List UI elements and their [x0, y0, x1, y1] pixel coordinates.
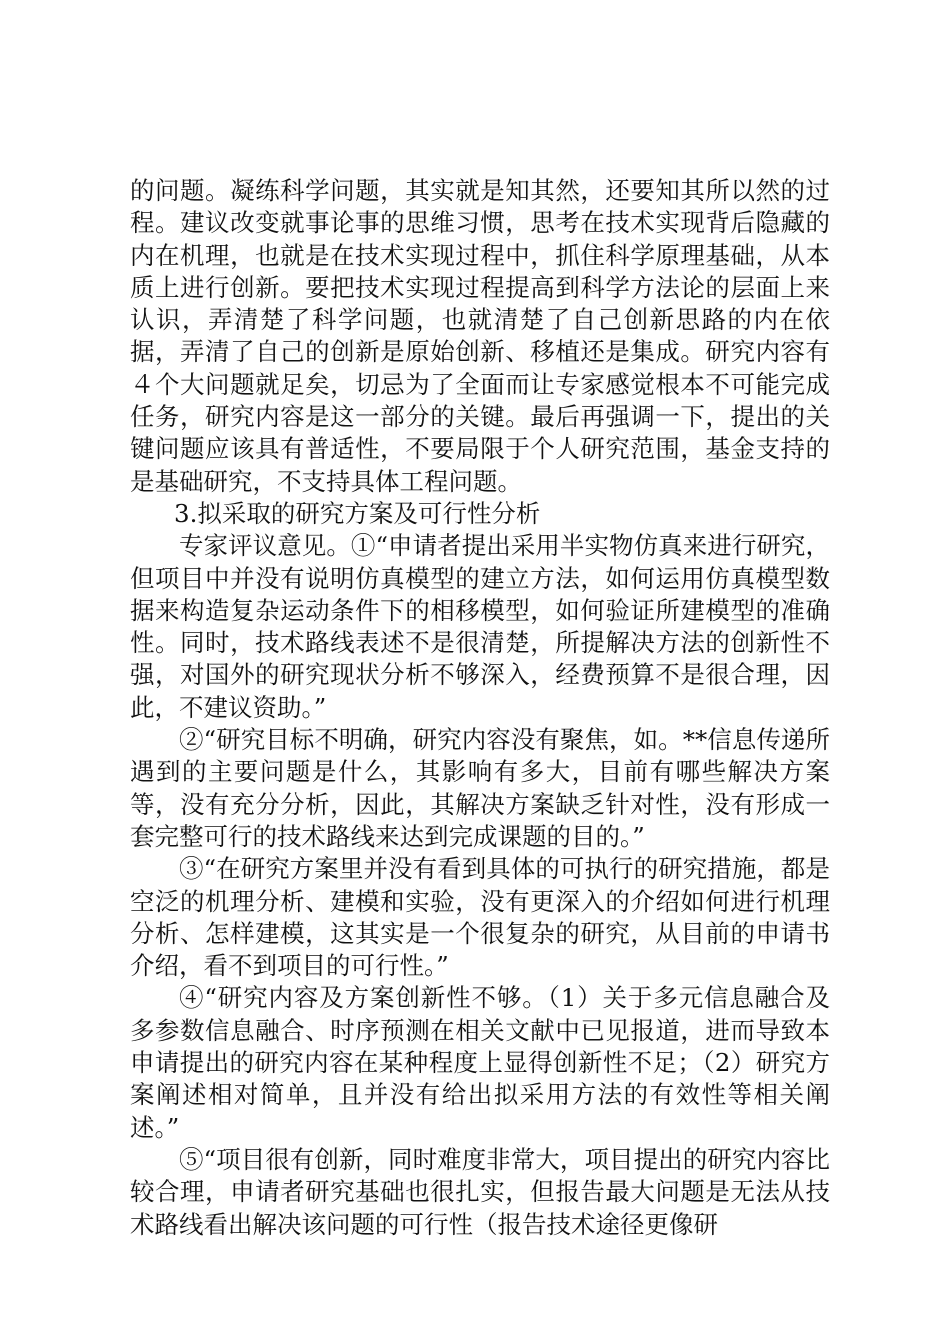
section-heading-research-plan: 3.拟采取的研究方案及可行性分析	[174, 498, 541, 528]
paragraph-expert-comment-2: ②“研究目标不明确，研究内容没有聚焦，如。**信息传递所遇到的主要问题是什么，其影响有多大，目前有哪些解决方案等，没有充分分析，因此，其解决方案缺乏针对性，没有形成一套完整可行的技术路线来达到完成课题的目的。”	[130, 725, 830, 851]
paragraph-expert-comment-1: 专家评议意见。①“申请者提出采用半实物仿真来进行研究，但项目中并没有说明仿真模型的建立方法，如何运用仿真模型数据来构造复杂运动条件下的相移模型，如何验证所建模型的准确性。同时，技术路线表述不是很清楚，所提解决方法的创新性不强，对国外的研究现状分析不够深入，经费预算不是很合理，因此，不建议资助。”	[130, 531, 830, 722]
document-body	[130, 175, 830, 1241]
paragraph-expert-comment-5: ⑤“项目很有创新，同时难度非常大，项目提出的研究内容比较合理，申请者研究基础也很扎实，但报告最大问题是无法从技术路线看出解决该问题的可行性（报告技术途径更像研	[130, 1144, 830, 1239]
paragraph-expert-comment-3: ③“在研究方案里并没有看到具体的可执行的研究措施，都是空泛的机理分析、建模和实验，没有更深入的介绍如何进行机理分析、怎样建模，这其实是一个很复杂的研究，从目前的申请书介绍，看不到项目的可行性。”	[130, 854, 830, 981]
paragraph-expert-comment-4: ④“研究内容及方案创新性不够。（1）关于多元信息融合及多参数信息融合、时序预测在相关文献中已见报道，进而导致本申请提出的研究内容在某种程度上显得创新性不足；（2）研究方案阐述相对简单，且并没有给出拟采用方法的有效性等相关阐述。”	[130, 983, 830, 1142]
paragraph-key-issues: 的问题。凝练科学问题，其实就是知其然，还要知其所以然的过程。建议改变就事论事的思维习惯，思考在技术实现背后隐藏的内在机理，也就是在技术实现过程中，抓住科学原理基础，从本质上进行创新。要把技术实现过程提高到科学方法论的层面上来认识，弄清楚了科学问题，也就清楚了自己创新思路的内在依据，弄清了自己的创新是原始创新、移植还是集成。研究内容有４个大问题就足矣，切忌为了全面而让专家感觉根本不可能完成任务，研究内容是这一部分的关键。最后再强调一下，提出的关键问题应该具有普适性，不要局限于个人研究范围，基金支持的是基础研究，不支持具体工程问题。	[130, 176, 830, 496]
